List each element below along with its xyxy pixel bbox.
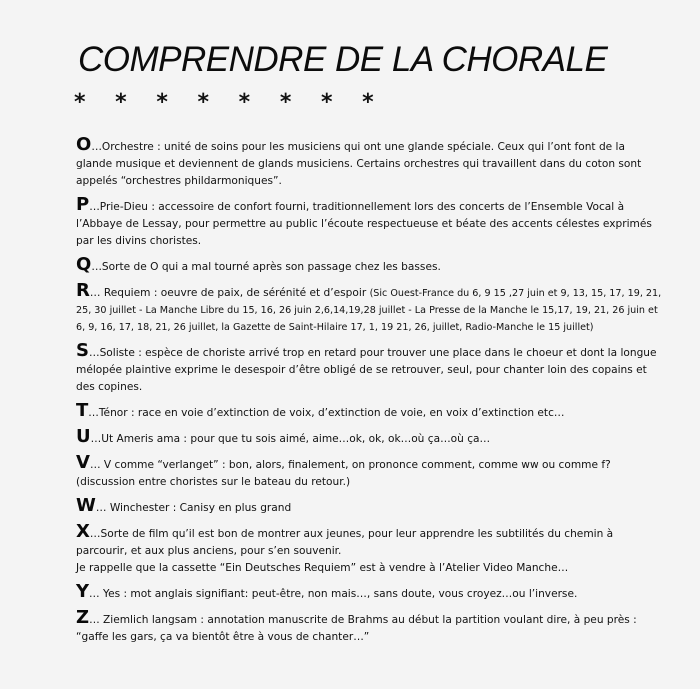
entry-o (76, 136, 662, 190)
entry-text: … Yes : mot anglais signifiant: peut-être, non mais…, sans doute, vous croyez…ou l’inverse. (89, 588, 578, 600)
entry-u (76, 428, 662, 448)
entry-letter: Z (76, 607, 90, 628)
entry-text: …Ténor : race en voie d’extinction de voix, d’extinction de voie, en voix d’extinction etc… (88, 407, 565, 419)
entry-text: …Prie-Dieu : accessoire de confort fourni, traditionnellement lors des concerts de l’Ensemble Vocal à l’Abbaye de Lessay, pour permettre au public l’écoute respectueuse et béate des accents célestes exprimés par les divins choristes. (76, 201, 652, 247)
entry-letter: X (76, 521, 90, 542)
star-divider: * * * * * * * * (74, 90, 385, 115)
entry-v (76, 454, 662, 491)
entry-p (76, 196, 662, 250)
entry-text: …Soliste : espèce de choriste arrivé trop en retard pour trouver une place dans le choeur et dont la longue mélopée plaintive exprime le desespoir d’être obligé de se retrouver, seul, pour chanter loin des copains et des copines. (76, 347, 657, 393)
entry-letter: Y (76, 581, 90, 602)
glossary-list (76, 136, 662, 652)
entry-letter: Q (76, 254, 92, 275)
entry-y (76, 583, 662, 603)
entry-press-citations: (Sic Ouest-France du 6, 9 15 ,27 juin et 9, 13, 15, 17, 19, 21, 25, 30 juillet - La Manche Libre du 15, 16, 26 juin 2,6,14,19,28 juillet - La Presse de la Manche le 15,17, 19, 21, 26 juin et 6, 9, 16, 17, 18, 21, 26 juillet, la Gazette de Saint-Hilaire 17, 1, 19 21, 26, juillet, Radio-Manche le 15 juillet) (76, 288, 662, 333)
entry-letter: O (76, 134, 92, 155)
entry-text: … V comme “verlanget” : bon, alors, finalement, on prononce comment, comme ww ou comme f? (discussion entre choristes sur le bateau du retour.) (76, 459, 611, 488)
entry-text: … Winchester : Canisy en plus grand (95, 502, 292, 514)
entry-letter: T (76, 400, 89, 421)
entry-text: … Ziemlich langsam : annotation manuscrite de Brahms au début la partition voulant dire, à peu près : “gaffe les gars, ça va bientôt être à vous de chanter…” (76, 614, 637, 643)
entry-letter: U (76, 426, 91, 447)
entry-text: …Orchestre : unité de soins pour les musiciens qui ont une glande spéciale. Ceux qui l’ont font de la glande musique et deviennent de glands musiciens. Certains orchestres qui travaillent dans du coton sont appelés “orchestres phildarmoniques”. (76, 141, 642, 187)
entry-r (76, 282, 662, 336)
entry-w (76, 497, 662, 517)
entry-note: Je rappelle que la cassette “Ein Deutsches Requiem” est à vendre à l’Atelier Video Manche… (76, 562, 569, 574)
entry-z (76, 609, 662, 646)
page-title: COMPRENDRE DE LA CHORALE (78, 40, 608, 79)
entry-text: … Requiem : oeuvre de paix, de sérénité et d’espoir (89, 287, 370, 299)
entry-text: …Sorte de film qu’il est bon de montrer aux jeunes, pour leur apprendre les subtilités du chemin à parcourir, et aux plus anciens, pour s’en souvenir. (76, 528, 614, 557)
entry-t (76, 402, 662, 422)
entry-x (76, 523, 662, 577)
entry-text: …Ut Ameris ama : pour que tu sois aimé, aime…ok, ok, ok…où ça…où ça… (90, 433, 491, 445)
entry-letter: V (76, 452, 90, 473)
entry-letter: W (76, 495, 96, 516)
entry-s (76, 342, 662, 396)
entry-letter: R (76, 280, 90, 301)
entry-letter: P (76, 194, 90, 215)
entry-letter: S (76, 340, 89, 361)
entry-text: …Sorte de O qui a mal tourné après son passage chez les basses. (91, 261, 441, 273)
entry-q (76, 256, 662, 276)
